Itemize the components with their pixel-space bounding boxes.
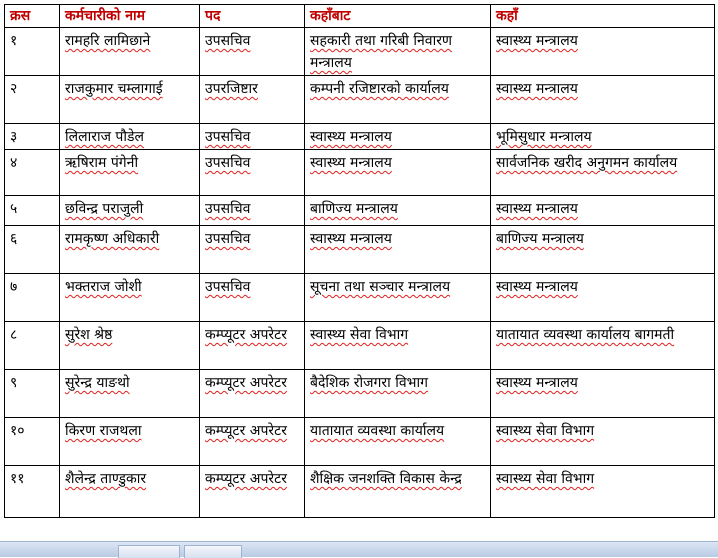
from-office-cell	[305, 28, 491, 76]
serial-cell	[5, 226, 60, 274]
from-office-cell	[305, 466, 491, 518]
post-cell	[200, 28, 305, 76]
from-office-cell	[305, 196, 491, 226]
table-row	[5, 28, 715, 76]
table-row	[5, 76, 715, 124]
serial-cell	[5, 150, 60, 196]
employee-name-cell	[60, 274, 200, 322]
serial-cell-text: २	[10, 81, 18, 97]
from-office-cell-text: बाणिज्य मन्त्रालय	[310, 201, 398, 217]
serial-cell	[5, 418, 60, 466]
to-office-cell	[491, 226, 715, 274]
serial-cell	[5, 274, 60, 322]
employee-name-cell	[60, 196, 200, 226]
to-office-cell-text: स्वास्थ्य मन्त्रालय	[496, 375, 578, 391]
from-office-cell-text: स्वास्थ्य मन्त्रालय	[310, 231, 392, 247]
header-employee-name: कर्मचारीको नाम	[60, 5, 200, 28]
header-serial: क्रस	[5, 5, 60, 28]
to-office-cell-text: बाणिज्य मन्त्रालय	[496, 231, 584, 247]
employee-name-cell	[60, 226, 200, 274]
table-row	[5, 274, 715, 322]
employee-name-cell-text: लिलाराज पौडेल	[65, 129, 144, 145]
to-office-cell	[491, 28, 715, 76]
from-office-cell	[305, 76, 491, 124]
serial-cell-text: ११	[10, 471, 25, 487]
serial-cell-text: ७	[10, 279, 18, 295]
employee-name-cell-text: ऋषिराम पंगेनी	[65, 155, 139, 171]
post-cell-text: उपसचिव	[205, 201, 251, 217]
employee-name-cell-text: रामहरि लामिछाने	[65, 33, 151, 49]
from-office-cell	[305, 370, 491, 418]
from-office-cell	[305, 274, 491, 322]
serial-cell-text: १	[10, 33, 18, 49]
serial-cell	[5, 124, 60, 150]
taskbar-tab[interactable]	[118, 545, 180, 558]
serial-cell	[5, 76, 60, 124]
post-cell-text: कम्प्यूटर अपरेटर	[205, 471, 287, 487]
post-cell	[200, 274, 305, 322]
from-office-cell	[305, 150, 491, 196]
employee-name-cell	[60, 124, 200, 150]
table-row	[5, 196, 715, 226]
taskbar	[0, 541, 718, 557]
post-cell	[200, 150, 305, 196]
employee-name-cell	[60, 322, 200, 370]
to-office-cell	[491, 274, 715, 322]
taskbar-tab[interactable]	[184, 545, 242, 558]
post-cell	[200, 226, 305, 274]
employee-name-cell-text: भक्तराज जोशी	[65, 279, 142, 295]
to-office-cell	[491, 76, 715, 124]
post-cell-text: उपसचिव	[205, 231, 251, 247]
to-office-cell-text: स्वास्थ्य मन्त्रालय	[496, 33, 578, 49]
table-row	[5, 418, 715, 466]
employee-name-cell	[60, 28, 200, 76]
serial-cell-text: ५	[10, 201, 18, 217]
to-office-cell-text: स्वास्थ्य मन्त्रालय	[496, 279, 578, 295]
from-office-cell-text: शैक्षिक जनशक्ति विकास केन्द्र	[310, 471, 462, 487]
from-office-cell-text: सूचना तथा सञ्चार मन्त्रालय	[310, 279, 451, 295]
serial-cell-text: ८	[10, 327, 18, 343]
post-cell-text: कम्प्यूटर अपरेटर	[205, 327, 287, 343]
to-office-cell-text: यातायात व्यवस्था कार्यालय बागमती	[496, 327, 675, 343]
employee-name-cell	[60, 150, 200, 196]
serial-cell	[5, 28, 60, 76]
employee-name-cell-text: किरण राजथला	[65, 423, 142, 439]
table-row	[5, 226, 715, 274]
from-office-cell-text: सहकारी तथा गरिबी निवारण मन्त्रालय	[310, 33, 453, 71]
serial-cell-text: ४	[10, 155, 18, 171]
to-office-cell	[491, 150, 715, 196]
post-cell	[200, 76, 305, 124]
post-cell	[200, 322, 305, 370]
post-cell-text: उपरजिष्टार	[205, 81, 258, 97]
to-office-cell	[491, 418, 715, 466]
header-from: कहाँबाट	[305, 5, 491, 28]
to-office-cell	[491, 322, 715, 370]
employee-name-cell-text: छविन्द्र पराजुली	[65, 201, 144, 217]
serial-cell-text: ६	[10, 231, 18, 247]
post-cell-text: उपसचिव	[205, 155, 251, 171]
post-cell	[200, 196, 305, 226]
to-office-cell	[491, 196, 715, 226]
employee-name-cell-text: राजकुमार चम्लागाई	[65, 81, 163, 97]
table-row	[5, 466, 715, 518]
to-office-cell	[491, 370, 715, 418]
from-office-cell-text: स्वास्थ्य मन्त्रालय	[310, 155, 392, 171]
table-row	[5, 322, 715, 370]
to-office-cell-text: सार्वजनिक खरीद अनुगमन कार्यालय	[496, 155, 678, 171]
from-office-cell-text: यातायात व्यवस्था कार्यालय	[310, 423, 445, 439]
table-header-row	[5, 5, 715, 28]
staff-transfer-table	[4, 4, 715, 518]
post-cell	[200, 370, 305, 418]
from-office-cell	[305, 418, 491, 466]
employee-name-cell	[60, 76, 200, 124]
serial-cell	[5, 196, 60, 226]
serial-cell	[5, 370, 60, 418]
to-office-cell	[491, 466, 715, 518]
serial-cell-text: ३	[10, 129, 18, 145]
post-cell-text: उपसचिव	[205, 129, 251, 145]
serial-cell-text: १०	[10, 423, 25, 439]
to-office-cell-text: भूमिसुधार मन्त्रालय	[496, 129, 592, 145]
to-office-cell-text: स्वास्थ्य मन्त्रालय	[496, 81, 578, 97]
employee-name-cell-text: रामकृष्ण अधिकारी	[65, 231, 160, 247]
from-office-cell	[305, 226, 491, 274]
to-office-cell-text: स्वास्थ्य मन्त्रालय	[496, 201, 578, 217]
table-body	[5, 28, 715, 518]
employee-name-cell	[60, 418, 200, 466]
to-office-cell	[491, 124, 715, 150]
table-row	[5, 150, 715, 196]
to-office-cell-text: स्वास्थ्य सेवा विभाग	[496, 471, 595, 487]
employee-name-cell-text: सुरेश श्रेष्ठ	[65, 327, 113, 343]
post-cell	[200, 124, 305, 150]
employee-name-cell-text: सुरेन्द्र याङथो	[65, 375, 130, 391]
serial-cell-text: ९	[10, 375, 18, 391]
post-cell	[200, 418, 305, 466]
header-to: कहाँ	[491, 5, 715, 28]
post-cell-text: उपसचिव	[205, 279, 251, 295]
header-post: पद	[200, 5, 305, 28]
from-office-cell-text: स्वास्थ्य सेवा विभाग	[310, 327, 409, 343]
from-office-cell-text: कम्पनी रजिष्टारको कार्यालय	[310, 81, 449, 97]
to-office-cell-text: स्वास्थ्य सेवा विभाग	[496, 423, 595, 439]
from-office-cell-text: बैदेशिक रोजगरा विभाग	[310, 375, 428, 391]
employee-name-cell	[60, 370, 200, 418]
post-cell-text: कम्प्यूटर अपरेटर	[205, 423, 287, 439]
table-row	[5, 124, 715, 150]
from-office-cell	[305, 124, 491, 150]
employee-name-cell-text: शैलेन्द्र ताण्डुकार	[65, 471, 147, 487]
employee-name-cell	[60, 466, 200, 518]
from-office-cell	[305, 322, 491, 370]
serial-cell	[5, 322, 60, 370]
post-cell-text: कम्प्यूटर अपरेटर	[205, 375, 287, 391]
from-office-cell-text: स्वास्थ्य मन्त्रालय	[310, 129, 392, 145]
serial-cell	[5, 466, 60, 518]
post-cell	[200, 466, 305, 518]
table-row	[5, 370, 715, 418]
post-cell-text: उपसचिव	[205, 33, 251, 49]
